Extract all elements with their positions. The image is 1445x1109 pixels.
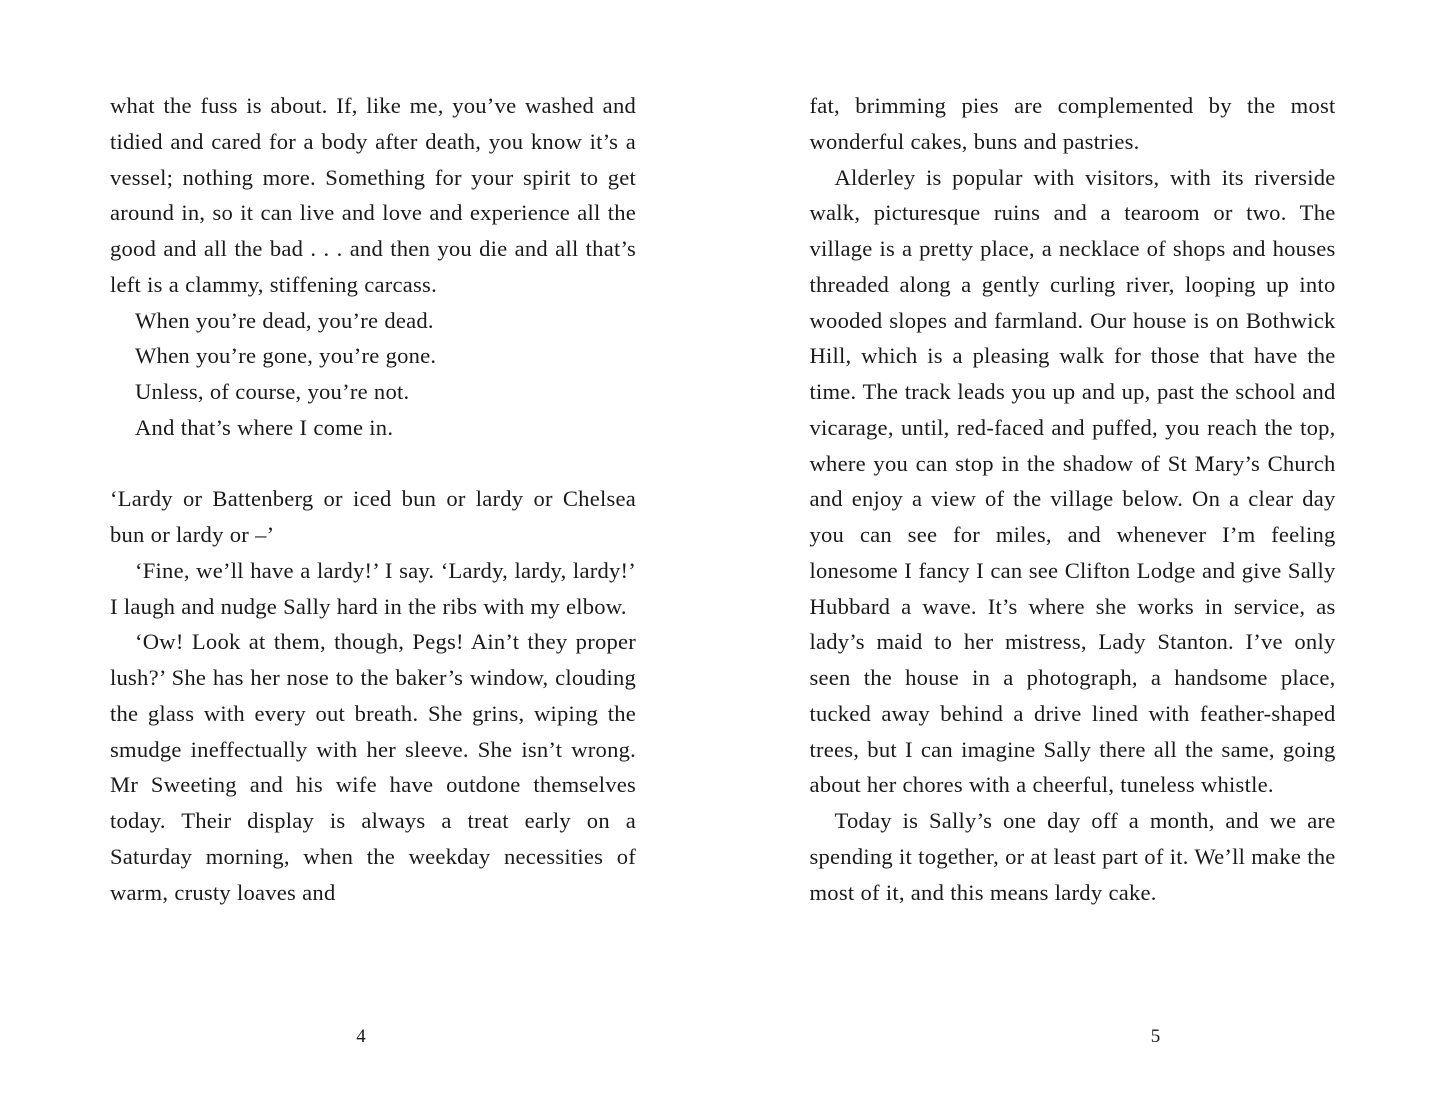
paragraph: Unless, of course, you’re not.: [135, 379, 410, 404]
paragraph: fat, brimming pies are complemented by the most wonderful cakes, buns and pastries.: [809, 93, 1336, 154]
page-right: [723, 0, 1445, 1109]
paragraph: When you’re gone, you’re gone.: [135, 343, 437, 369]
paragraph: ‘Lardy or Battenberg or iced bun or lardy or Chelsea bun or lardy or –’: [110, 486, 636, 547]
text-block-left: [110, 88, 636, 910]
page-number-left: 4: [356, 1026, 367, 1047]
paragraph: When you’re dead, you’re dead.: [135, 307, 434, 333]
paragraph: Today is Sally’s one day off a month, and we are spending it together, or at least part of it. We’ll make the most of it, and this means lardy cake.: [809, 808, 1336, 905]
paragraph: ‘Ow! Look at them, though, Pegs! Ain’t they proper lush?’ She has her nose to the baker’s window, clouding the glass with every out breath. She grins, wiping the smudge ineffectually with her sleeve. She isn’t wrong. Mr Sweeting and his wife have outdone themselves today. Their display is always a treat early on a Saturday morning, when the weekday necessities of warm, crusty loaves and: [110, 629, 636, 905]
paragraph: And that’s where I come in.: [135, 414, 394, 440]
text-block-right: [810, 88, 1336, 910]
page-number-right: 5: [1150, 1026, 1161, 1047]
paragraph: Alderley is popular with visitors, with its riverside walk, picturesque ruins and a tearoom or two. The village is a pretty place, a necklace of shops and houses threaded along a gently curling river, looping up into wooded slopes and farmland. Our house is on Bothwick Hill, which is a pleasing walk for those that have the time. The track leads you up and up, past the school and vicarage, until, red-faced and puffed, you reach the top, where you can stop in the shadow of St Mary’s Church and enjoy a view of the village below. On a clear day you can see for miles, and whenever I’m feeling lonesome I fancy I can see Clifton Lodge and give Sally Hubbard a wave. It’s where she works in service, as lady’s maid to her mistress, Lady Stanton. I’ve only seen the house in a photograph, a handsome place, tucked away behind a drive lined with feather-shaped trees, but I can imagine Sally there all the same, going about her chores with a cheerful, tuneless whistle.: [809, 164, 1336, 798]
paragraph: what the fuss is about. If, like me, you’ve washed and tidied and cared for a body after death, you know it’s a vessel; nothing more. Something for your spirit to get around in, so it can live and love and experience all the good and all the bad . . . and then you die and all that’s left is a clammy, stiffening carcass.: [110, 93, 636, 297]
paragraph: ‘Fine, we’ll have a lardy!’ I say. ‘Lardy, lardy, lardy!’ I laugh and nudge Sally hard in the ribs with my elbow.: [110, 557, 636, 619]
